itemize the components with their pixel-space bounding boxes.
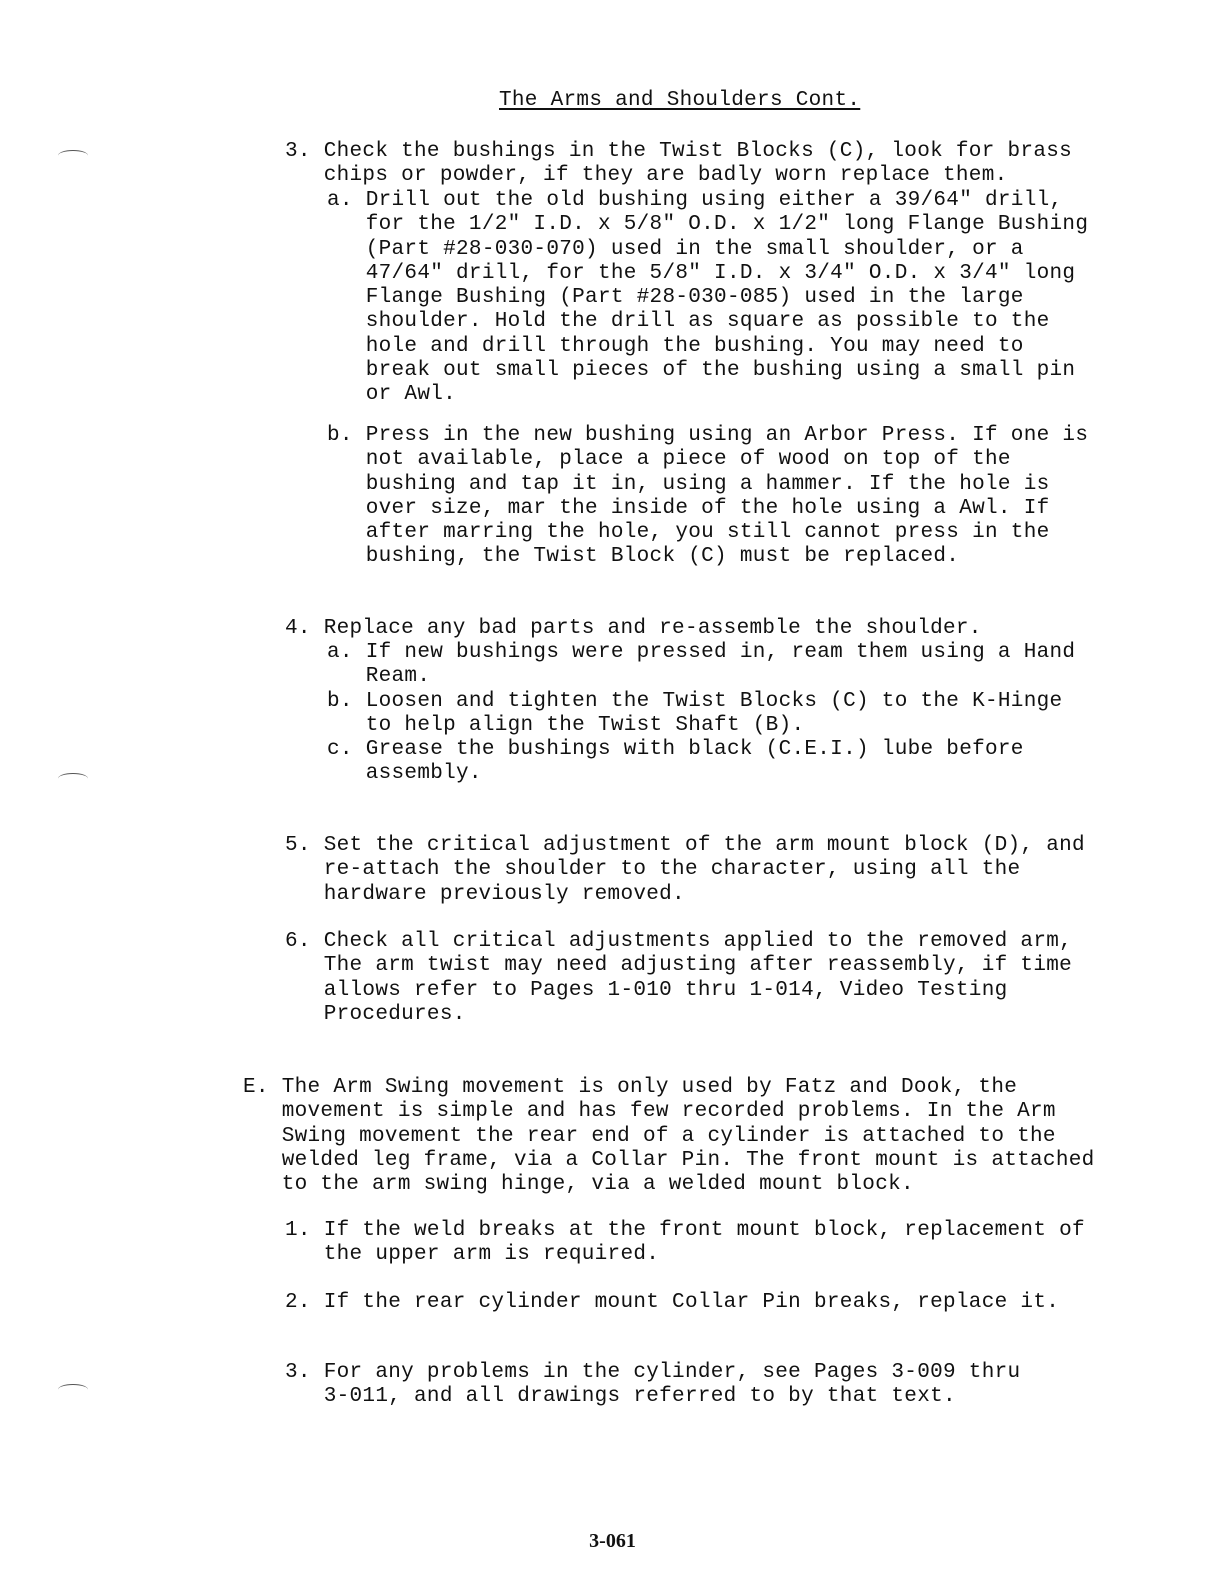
- substep-3a-drill-out: a. Drill out the old bushing using either a 39/64" drill, for the 1/2" I.D. x 5/8" O.D. x 1/2" long Flange Bushing (Part #28-030-070) used in the small shoulder, or a 47/64" drill, for the 5/8" I.D. x 3/4" O.D. x 3/4" long Flange Bushing (Part #28-030-085) used in the large shoulder. Hold the drill as square as possible to the hole and drill through the bushing. You may need to break out small pieces of the bushing using a small pin or Awl.: [327, 189, 1089, 407]
- substeps-4abc: a. If new bushings were pressed in, ream them using a Hand Ream. b. Loosen and tighten the Twist Blocks (C) to the K-Hinge to help align the Twist Shaft (B). c. Grease the bushings with black (C.E.I.) lube before assembly.: [327, 641, 1076, 786]
- section-e-arm-swing: E. The Arm Swing movement is only used by Fatz and Dook, the movement is simple and has few recorded problems. In the Arm Swing movement the rear end of a cylinder is attached to the welded leg frame, via a Collar Pin. The front mount is attached to the arm swing hinge, via a welded mount block.: [243, 1076, 1095, 1197]
- page-title: The Arms and Shoulders Cont.: [499, 89, 861, 112]
- substep-3b-press-in: b. Press in the new bushing using an Arbor Press. If one is not available, place a piece of wood on top of the bushing and tap it in, using a hammer. If the hole is over size, mar the inside of the hole using a Awl. If after marring the hole, you still cannot press in the bushing, the Twist Block (C) must be replaced.: [327, 424, 1089, 569]
- step-e3-cylinder-problems: 3. For any problems in the cylinder, see Pages 3-009 thru 3-011, and all drawings referred to by that text.: [285, 1361, 1021, 1409]
- step-e1-weld-breaks: 1. If the weld breaks at the front mount block, replacement of the upper arm is required.: [285, 1219, 1085, 1267]
- page-number: 3-061: [589, 1530, 636, 1552]
- step-5-critical-adjustment: 5. Set the critical adjustment of the arm mount block (D), and re-attach the shoulder to the character, using all the hardware previously removed.: [285, 834, 1085, 906]
- binder-hole-mark-middle: [58, 773, 88, 784]
- step-e2-collar-pin: 2. If the rear cylinder mount Collar Pin breaks, replace it.: [285, 1291, 1060, 1314]
- binder-hole-mark-bottom: [58, 1384, 88, 1395]
- binder-hole-mark-top: [58, 150, 88, 161]
- step-3-check-bushings: 3. Check the bushings in the Twist Blocks (C), look for brass chips or powder, if they are badly worn replace them.: [285, 140, 1073, 188]
- step-6-check-adjustments: 6. Check all critical adjustments applied to the removed arm, The arm twist may need adjusting after reassembly, if time allows refer to Pages 1-010 thru 1-014, Video Testing Procedures.: [285, 930, 1073, 1026]
- step-4-replace-parts: 4. Replace any bad parts and re-assemble the shoulder.: [285, 617, 982, 640]
